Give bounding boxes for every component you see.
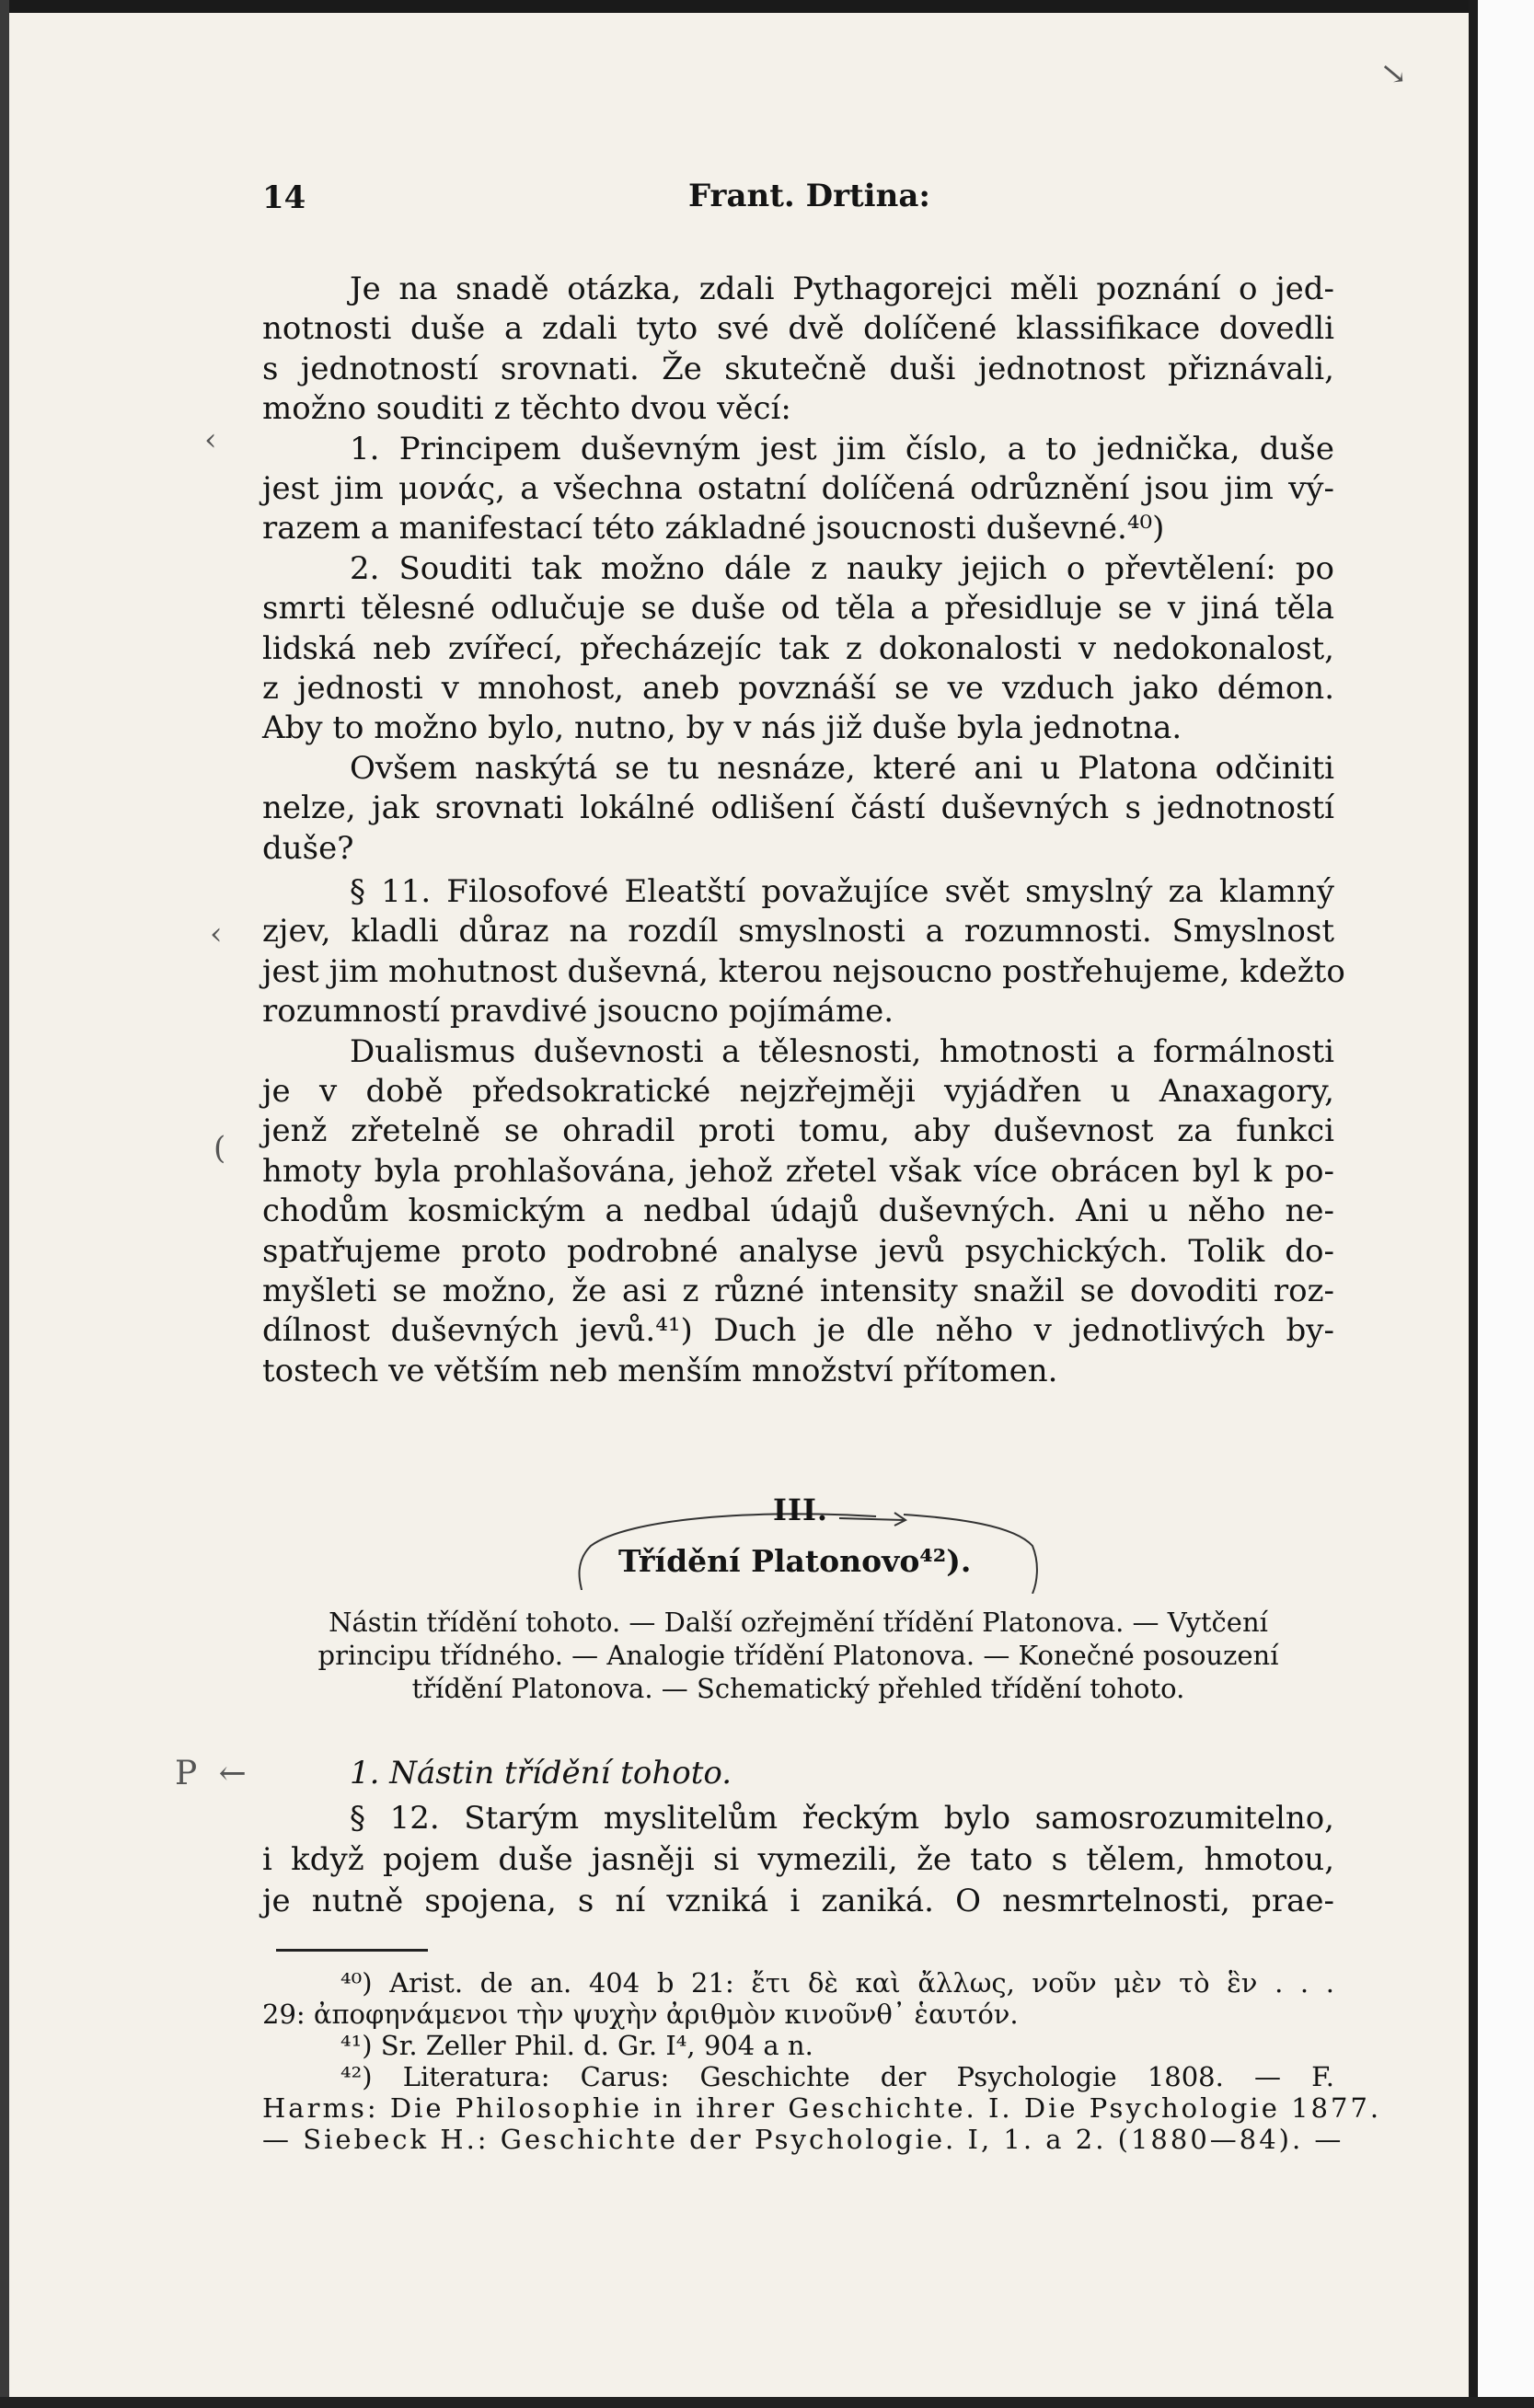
body-line: možno souditi z těchto dvou věcí: bbox=[262, 390, 791, 428]
subheading: 1. Nástin třídění tohoto. bbox=[350, 1755, 732, 1792]
body-line: 2. Souditi tak možno dále z nauky jejich o převtělení: po bbox=[350, 549, 1334, 587]
body-line: smrti tělesné odlučuje se duše od těla a přesidluje se v jiná těla bbox=[262, 590, 1334, 628]
body-line: razem a manifestací této základné jsoucnosti duševné.⁴⁰) bbox=[262, 510, 1165, 547]
body-line: jest jim μονάς, a všechna ostatní dolíčená odrůznění jsou jim vý- bbox=[262, 470, 1334, 507]
running-title: Frant. Drtina: bbox=[688, 178, 930, 214]
body-line: dílnost duševných jevů.⁴¹) Duch je dle něho v jednotlivých by- bbox=[262, 1312, 1334, 1350]
body-line: z jednosti v mnohost, aneb povznáší se ve vzduch jako démon. bbox=[262, 670, 1334, 707]
body-line: je v době předsokratické nejzřejměji vyjádřen u Anaxagory, bbox=[262, 1073, 1334, 1110]
body-line: myšleti se možno, že asi z různé intensity snažil se dovoditi roz- bbox=[262, 1273, 1334, 1309]
body-line: rozumností pravdivé jsoucno pojímáme. bbox=[262, 993, 894, 1031]
body-line: Je na snadě otázka, zdali Pythagorejci měli poznání o jed- bbox=[350, 271, 1334, 307]
scan-edge-bottom bbox=[0, 2397, 1534, 2408]
summary-line: třídění Platonova. — Schematický přehled třídění tohoto. bbox=[411, 1673, 1185, 1704]
body-line: lidská neb zvířecí, přecházejíc tak z dokonalosti v nedokonalost, bbox=[262, 629, 1334, 667]
footnote-line: Harms: Die Philosophie in ihrer Geschichte. I. Die Psychologie 1877. bbox=[262, 2092, 1382, 2124]
section-title: Třídění Platonovo⁴²). bbox=[618, 1543, 972, 1579]
footnote-rule bbox=[276, 1949, 428, 1952]
footnote-line: 29: ἀποφηνάμενοι τὴν ψυχὴν ἀριθμὸν κινοῦνθ᾽ ἑαυτόν. bbox=[262, 1999, 1019, 2030]
footnote-line: ⁴¹) Sr. Zeller Phil. d. Gr. I⁴, 904 a n. bbox=[340, 2030, 813, 2061]
body-line: jenž zřetelně se ohradil proti tomu, aby duševnost za funkci bbox=[262, 1112, 1334, 1150]
body-line: duše? bbox=[262, 829, 354, 867]
body-line: 1. Principem duševným jest jim číslo, a to jednička, duše bbox=[350, 430, 1334, 467]
page-number: 14 bbox=[262, 179, 306, 216]
margin-mark-p: P ← bbox=[175, 1755, 252, 1792]
scan-edge-right bbox=[1469, 0, 1478, 2408]
body-line: § 11. Filosofové Eleatští považujíce svět smyslný za klamný bbox=[350, 873, 1334, 910]
footnote-line: — Siebeck H.: Geschichte der Psychologie. I, 1. a 2. (1880—84). — bbox=[262, 2124, 1344, 2155]
footnote-line: ⁴²) Literatura: Carus: Geschichte der Psychologie 1808. — F. bbox=[340, 2061, 1334, 2092]
body-line: s jednotností srovnati. Že skutečně duši jednotnost přiznávali, bbox=[262, 350, 1334, 387]
scan-edge-left bbox=[0, 0, 9, 2408]
body-line: hmoty byla prohlašována, jehož zřetel však více obrácen byl k po- bbox=[262, 1152, 1334, 1190]
body-line: jest jim mohutnost duševná, kterou nejsoucno postřehujeme, kdežto bbox=[262, 952, 1345, 990]
summary-line: Nástin třídění tohoto. — Další ozřejmění třídění Platonova. — Vytčení bbox=[329, 1607, 1268, 1638]
body-line: tostech ve větším neb menším množství přítomen. bbox=[262, 1352, 1058, 1389]
margin-mark-b: ‹ bbox=[210, 916, 223, 952]
margin-mark-arrow: → bbox=[1371, 51, 1416, 97]
section-line: i když pojem duše jasněji si vymezili, že tato s tělem, hmotou, bbox=[262, 1841, 1334, 1878]
margin-mark-a: ‹ bbox=[204, 421, 217, 458]
scan-margin-right bbox=[1478, 0, 1534, 2408]
body-line: Dualismus duševnosti a tělesnosti, hmotnosti a formálnosti bbox=[350, 1032, 1334, 1070]
body-line: nelze, jak srovnati lokálné odlišení částí duševných s jednotností bbox=[262, 789, 1334, 827]
scan-edge-top bbox=[0, 0, 1534, 13]
body-line: notnosti duše a zdali tyto své dvě dolíčené klassifikace dovedli bbox=[262, 310, 1334, 348]
body-line: zjev, kladli důraz na rozdíl smyslnosti a rozumnosti. Smyslnost bbox=[262, 913, 1334, 951]
body-line: Ovšem naskýtá se tu nesnáze, které ani u Platona odčiniti bbox=[350, 749, 1334, 787]
body-line: Aby to možno bylo, nutno, by v nás již duše byla jednotna. bbox=[262, 709, 1182, 747]
section-number: III. bbox=[773, 1492, 829, 1527]
margin-mark-c: ( bbox=[213, 1130, 226, 1167]
footnote-line: ⁴⁰) Arist. de an. 404 b 21: ἔτι δὲ καὶ ἄλλως, νοῦν μὲν τὸ ἓν . . . bbox=[340, 1967, 1334, 1999]
section-line: je nutně spojena, s ní vzniká i zaniká. O nesmrtelnosti, prae- bbox=[262, 1883, 1334, 1919]
summary-line: principu třídného. — Analogie třídění Platonova. — Konečné posouzení bbox=[317, 1640, 1279, 1671]
section-line: § 12. Starým myslitelům řeckým bylo samosrozumitelno, bbox=[350, 1800, 1334, 1837]
body-line: spatřujeme proto podrobné analyse jevů psychických. Tolik do- bbox=[262, 1232, 1334, 1270]
body-line: chodům kosmickým a nedbal údajů duševných. Ani u něho ne- bbox=[262, 1192, 1334, 1230]
